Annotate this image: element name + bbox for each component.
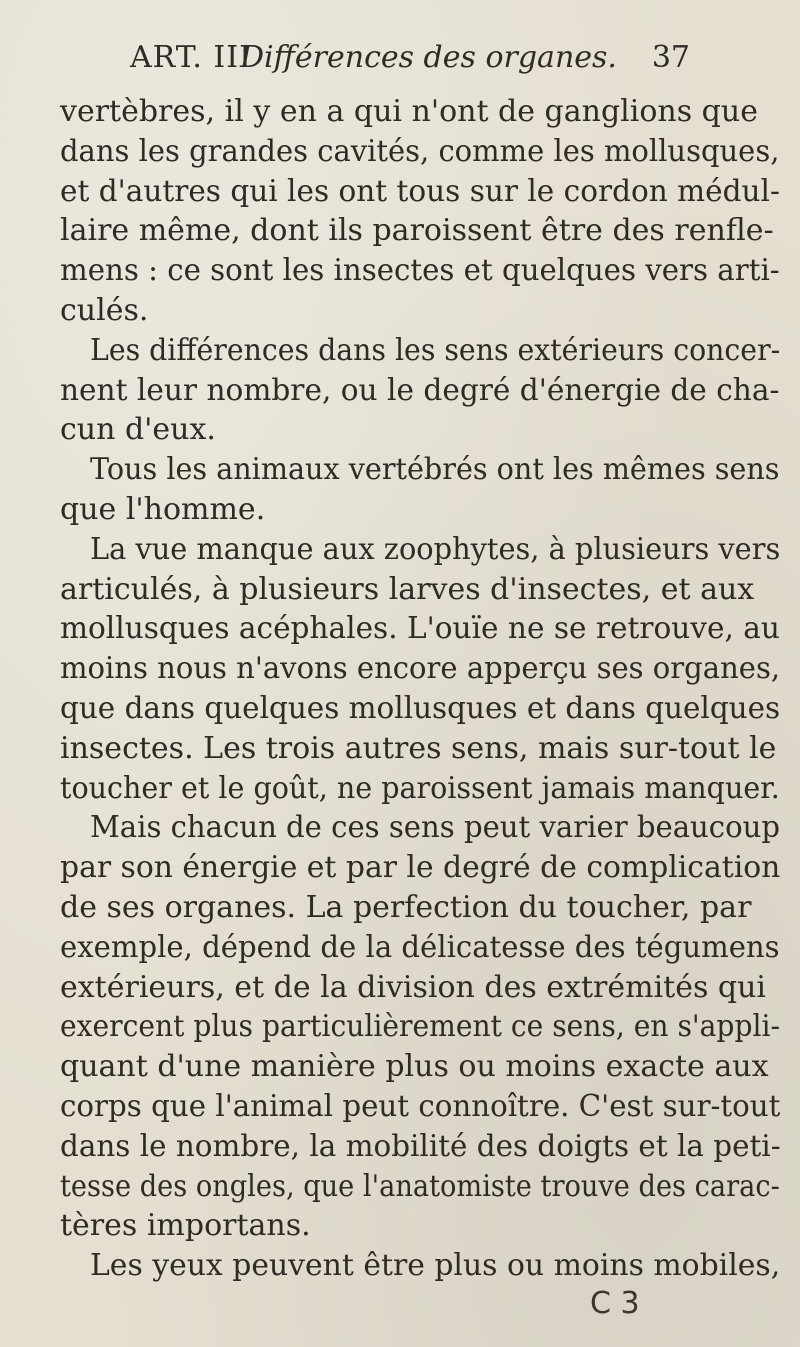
text-line: Les différences dans les sens extérieurs concer- — [90, 333, 781, 368]
text-line: vertèbres, il y en a qui n'ont de ganglions que — [60, 94, 758, 129]
text-line: que dans quelques mollusques et dans quelques — [60, 691, 781, 726]
signature-mark: C 3 — [590, 1286, 640, 1321]
text-line: Les yeux peuvent être plus ou moins mobiles, — [90, 1248, 781, 1283]
text-line: tères importans. — [60, 1208, 311, 1243]
text-line: Tous les animaux vertébrés ont les mêmes sens — [90, 452, 780, 487]
text-line: exemple, dépend de la délicatesse des tégumens — [60, 930, 780, 965]
text-line: moins nous n'avons encore apperçu ses organes, — [60, 651, 781, 686]
text-line: mollusques acéphales. L'ouïe ne se retrouve, au — [60, 611, 780, 646]
text-line: de ses organes. La perfection du toucher, par — [60, 890, 752, 925]
text-line: culés. — [60, 293, 149, 328]
text-line: nent leur nombre, ou le degré d'énergie de cha- — [60, 373, 780, 408]
page-number: 37 — [651, 40, 690, 75]
text-line: tesse des ongles, que l'anatomiste trouve des carac- — [60, 1169, 780, 1204]
text-line: quant d'une manière plus ou moins exacte aux — [60, 1049, 769, 1084]
text-line: exercent plus particulièrement ce sens, en s'appli- — [60, 1009, 780, 1044]
text-line: et d'autres qui les ont tous sur le cordon médul- — [60, 174, 780, 209]
text-line: dans le nombre, la mobilité des doigts et la peti- — [60, 1129, 781, 1164]
text-line: corps que l'animal peut connoître. C'est sur-tout — [60, 1089, 781, 1124]
text-line: cun d'eux. — [60, 412, 216, 447]
text-line: insectes. Les trois autres sens, mais sur-tout le — [60, 731, 777, 766]
running-header — [130, 40, 690, 80]
text-line: extérieurs, et de la division des extrémités qui — [60, 970, 767, 1005]
text-line: La vue manque aux zoophytes, à plusieurs vers — [90, 532, 781, 567]
text-line: toucher et le goût, ne paroissent jamais manquer. — [60, 771, 780, 806]
article-label: ART. III — [130, 40, 252, 75]
running-title: Différences des organes. — [240, 40, 617, 75]
text-line: dans les grandes cavités, comme les mollusques, — [60, 134, 780, 169]
text-line: laire même, dont ils paroissent être des renfle- — [60, 213, 774, 248]
text-line: que l'homme. — [60, 492, 266, 527]
text-line: par son énergie et par le degré de complication — [60, 850, 781, 885]
text-line: articulés, à plusieurs larves d'insectes, et aux — [60, 572, 755, 607]
text-line: Mais chacun de ces sens peut varier beaucoup — [90, 810, 780, 845]
text-line: mens : ce sont les insectes et quelques vers arti- — [60, 253, 780, 288]
